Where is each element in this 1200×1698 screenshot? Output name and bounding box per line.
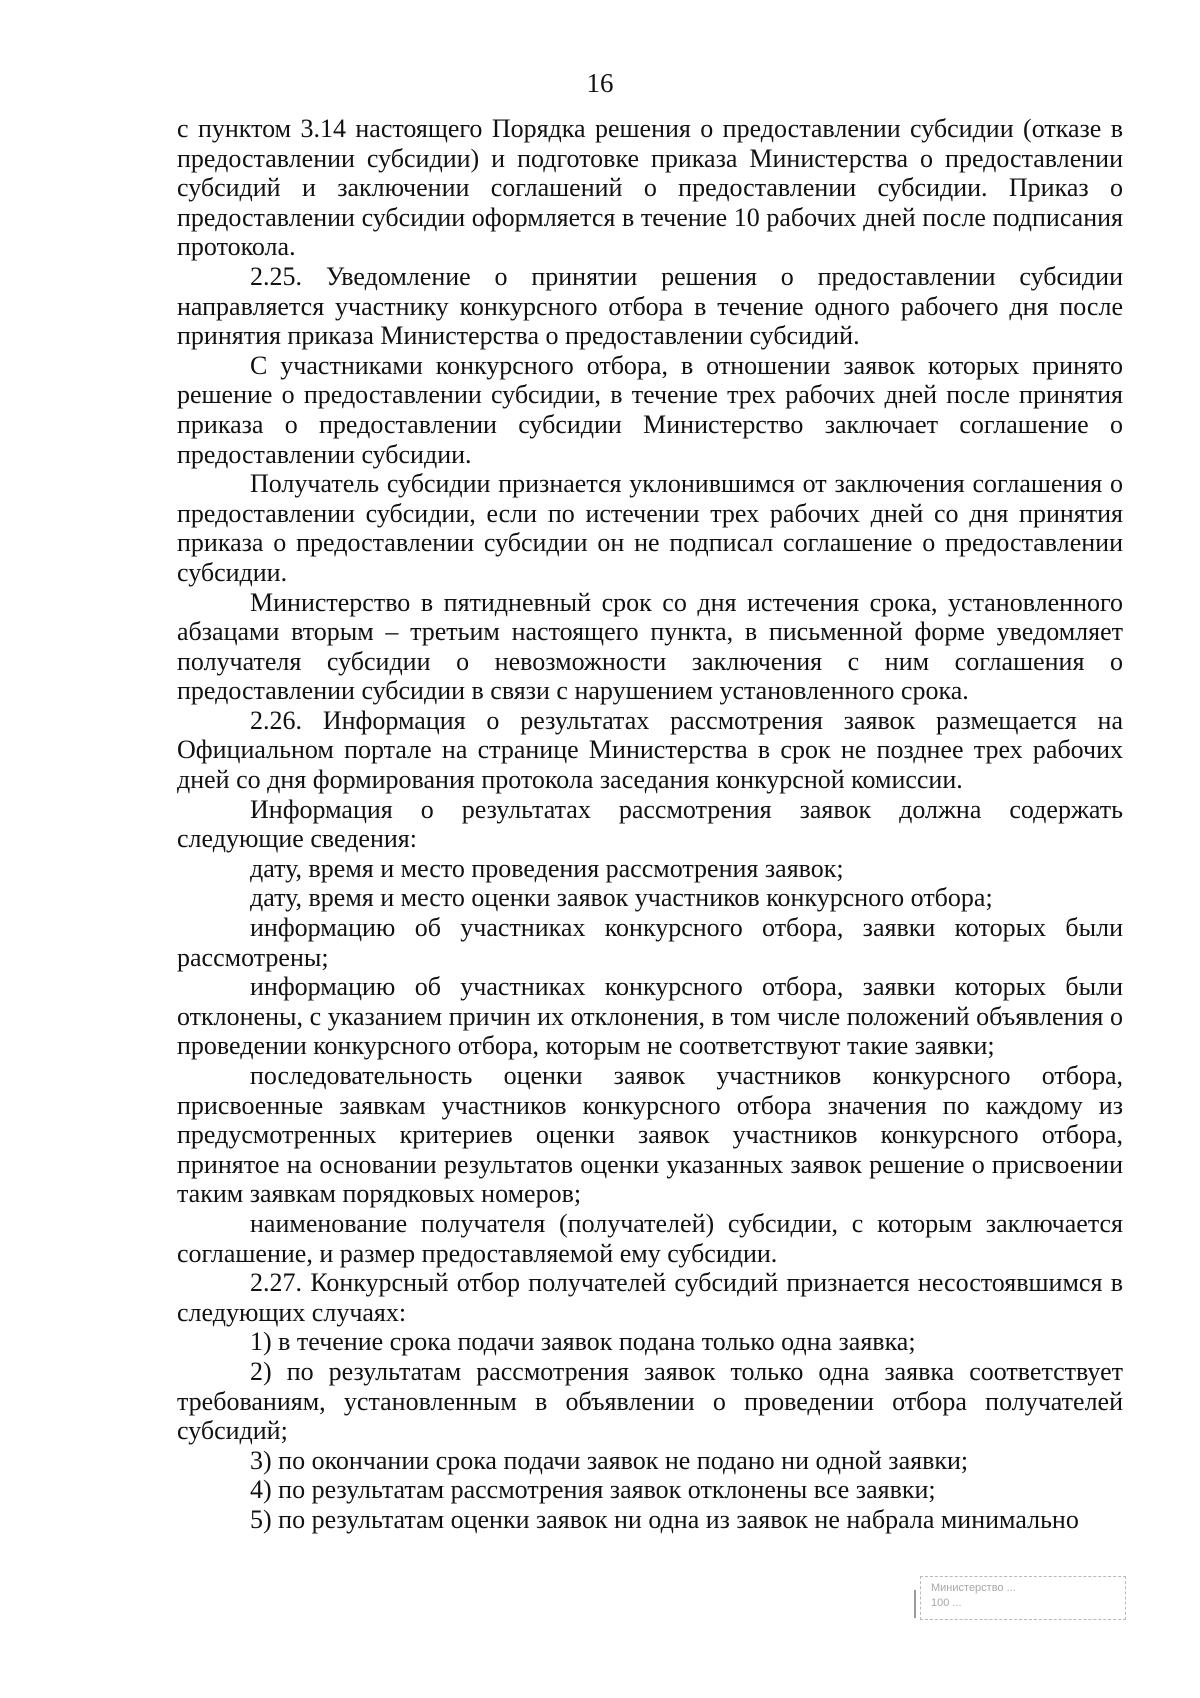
paragraph: С участниками конкурсного отбора, в отношении заявок которых принято решение о предоставлении субсидии, в течение трех рабочих дней после принятия приказа о предоставлении субсидии Министерство заключает соглашение о предоставлении субсидии.	[177, 350, 1123, 469]
paragraph: Получатель субсидии признается уклонившимся от заключения соглашения о предоставлении субсидии, если по истечении трех рабочих дней со дня принятия приказа о предоставлении субсидии он не подписал соглашение о предоставлении субсидии.	[177, 469, 1123, 587]
list-item: 4) по результатам рассмотрения заявок отклонены все заявки;	[250, 1475, 936, 1505]
stamp-line-1: Министерство ...	[931, 1582, 1016, 1594]
stamp-border-mark	[914, 1590, 916, 1618]
list-item: информацию об участниках конкурсного отбора, заявки которых были отклонены, с указанием причин их отклонения, в том числе положений объявления о проведении конкурсного отбора, которым не соответствуют такие заявки;	[177, 972, 1123, 1061]
paragraph: Министерство в пятидневный срок со дня истечения срока, установленного абзацами вторым – третьим настоящего пункта, в письменной форме уведомляет получателя субсидии о невозможности заключения с ним соглашения о предоставлении субсидии в связи с нарушением установленного срока.	[177, 587, 1123, 706]
list-item: дату, время и место оценки заявок участников конкурсного отбора;	[250, 883, 993, 913]
paragraph: Информация о результатах рассмотрения заявок должна содержать следующие сведения:	[177, 794, 1123, 854]
paragraph-continuation: с пунктом 3.14 настоящего Порядка решения о предоставлении субсидии (отказе в предоставлении субсидии) и подготовке приказа Министерства о предоставлении субсидий и заключении соглашений о предоставлении субсидии. Приказ о предоставлении субсидии оформляется в течение 10 рабочих дней после подписания протокола.	[177, 114, 1123, 262]
list-item: 5) по результатам оценки заявок ни одна из заявок не набрала минимально	[250, 1504, 1079, 1534]
stamp-line-2: 100 ...	[931, 1597, 962, 1609]
registration-stamp	[920, 1576, 1126, 1620]
list-item: последовательность оценки заявок участников конкурсного отбора, присвоенные заявкам участников конкурсного отбора значения по каждому из предусмотренных критериев оценки заявок участников конкурсного отбора, принятое на основании результатов оценки указанных заявок решение о присвоении таким заявкам порядковых номеров;	[177, 1061, 1123, 1209]
paragraph-2-25: 2.25. Уведомление о принятии решения о предоставлении субсидии направляется участнику конкурсного отбора в течение одного рабочего дня после принятия приказа Министерства о предоставлении субсидий.	[177, 261, 1123, 351]
page-number: 16	[586, 68, 614, 98]
list-item: 3) по окончании срока подачи заявок не подано ни одной заявки;	[250, 1445, 969, 1475]
paragraph-2-27: 2.27. Конкурсный отбор получателей субсидий признается несостоявшимся в следующих случаях:	[177, 1268, 1123, 1327]
list-item: 2) по результатам рассмотрения заявок только одна заявка соответствует требованиям, установленным в объявлении о проведении отбора получателей субсидий;	[177, 1356, 1123, 1446]
list-item: информацию об участниках конкурсного отбора, заявки которых были рассмотрены;	[177, 913, 1123, 972]
paragraph-2-26: 2.26. Информация о результатах рассмотрения заявок размещается на Официальном портале на странице Министерства в срок не позднее трех рабочих дней со дня формирования протокола заседания конкурсной комиссии.	[177, 705, 1123, 795]
list-item: 1) в течение срока подачи заявок подана только одна заявка;	[250, 1327, 916, 1357]
list-item: дату, время и место проведения рассмотрения заявок;	[250, 853, 844, 883]
document-body	[177, 114, 1123, 1535]
list-item: наименование получателя (получателей) субсидии, с которым заключается соглашение, и размер предоставляемой ему субсидии.	[177, 1208, 1123, 1268]
